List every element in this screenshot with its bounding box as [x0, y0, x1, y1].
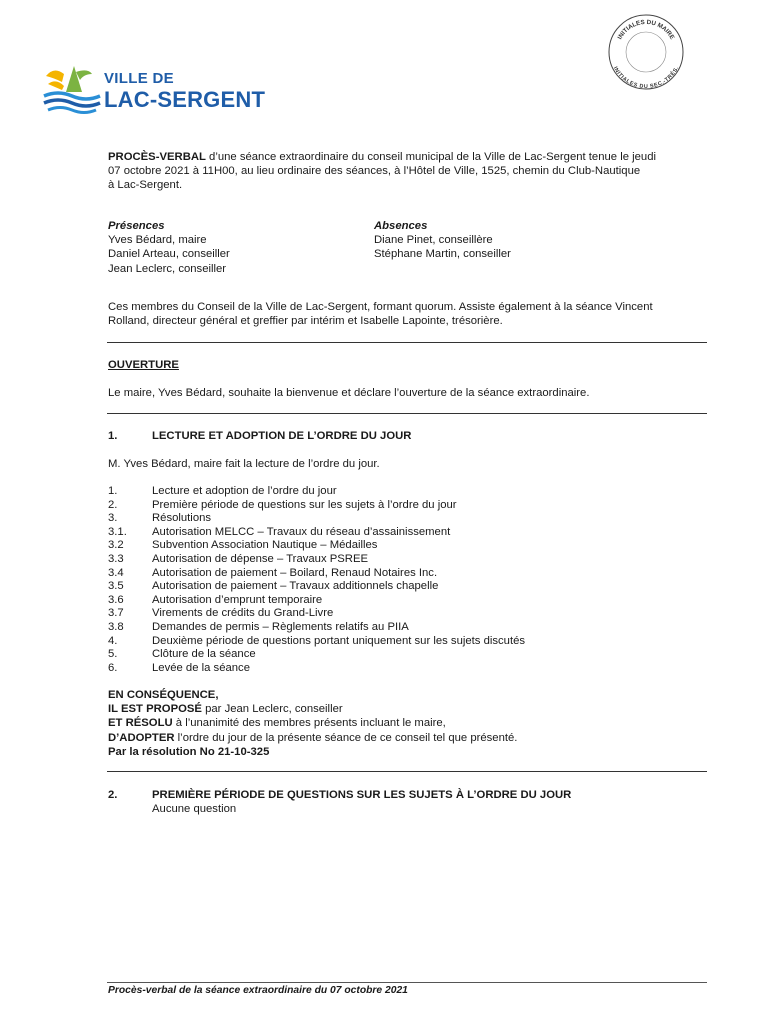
- agenda-item: [108, 512, 525, 526]
- agenda-item-label: Virements de crédits du Grand-Livre: [152, 607, 334, 620]
- presence-item: Jean Leclerc, conseiller: [108, 262, 227, 275]
- agenda-item: [108, 594, 525, 608]
- agenda-item-label: Autorisation de paiement – Travaux additionnels chapelle: [152, 580, 439, 593]
- city-logo: [40, 62, 280, 122]
- agenda-item-label: Subvention Association Nautique – Médailles: [152, 539, 378, 552]
- agenda-item: [108, 553, 525, 567]
- resolu-text: à l’unanimité des membres présents incluant le maire,: [172, 717, 446, 730]
- quorum-line1: Ces membres du Conseil de la Ville de Lac-Sergent, formant quorum. Assiste également à la séance Vincent: [108, 301, 653, 313]
- ouverture-text: Le maire, Yves Bédard, souhaite la bienvenue et déclare l’ouverture de la séance extraordinaire.: [108, 387, 590, 399]
- quorum-paragraph: [108, 300, 708, 328]
- presence-item: Yves Bédard, maire: [108, 234, 207, 247]
- agenda-item-label: Première période de questions sur les sujets à l’ordre du jour: [152, 498, 457, 511]
- absences-title: Absences: [374, 220, 428, 232]
- initials-stamp: [606, 12, 686, 92]
- section2-title: PREMIÈRE PÉRIODE DE QUESTIONS SUR LES SUJETS À L’ORDRE DU JOUR: [152, 789, 572, 801]
- propose-text: par Jean Leclerc, conseiller: [201, 703, 343, 716]
- agenda-item: [108, 648, 525, 662]
- quorum-line2: Rolland, directeur général et greffier par intérim et Isabelle Lapointe, trésorière.: [108, 315, 503, 328]
- agenda-item: [108, 662, 525, 676]
- agenda-list: [108, 485, 525, 675]
- presence-item: Daniel Arteau, conseiller: [108, 248, 230, 261]
- propose-label: IL EST PROPOSÉ: [108, 703, 202, 716]
- intro-paragraph: [108, 150, 708, 193]
- intro-title: PROCÈS-VERBAL: [108, 151, 206, 163]
- agenda-item-label: Lecture et adoption de l’ordre du jour: [152, 485, 337, 497]
- agenda-item: [108, 499, 525, 513]
- absences-block: [374, 219, 511, 262]
- agenda-item: [108, 635, 525, 649]
- agenda-item-number: 3.2: [108, 539, 124, 552]
- agenda-item-number: 1.: [108, 485, 118, 497]
- intro-line3: à Lac-Sergent.: [108, 179, 183, 192]
- agenda-item-number: 6.: [108, 661, 118, 674]
- agenda-item: [108, 526, 525, 540]
- section2-heading: [108, 788, 571, 802]
- agenda-item-number: 2.: [108, 498, 118, 511]
- agenda-item-label: Levée de la séance: [152, 661, 250, 674]
- agenda-item-number: 3.8: [108, 620, 124, 633]
- presences-block: [108, 219, 230, 276]
- agenda-item-number: 3.7: [108, 607, 124, 620]
- agenda-item-label: Autorisation MELCC – Travaux du réseau d’assainissement: [152, 525, 451, 538]
- presences-title: Présences: [108, 220, 165, 232]
- agenda-item-number: 3.: [108, 512, 118, 525]
- resolution-block: [108, 688, 708, 759]
- agenda-item-label: Autorisation d’emprunt temporaire: [152, 593, 323, 606]
- stamp-bottom-text: INITIALES DU SEC.-TRÉS.: [611, 65, 681, 91]
- page-footer: Procès-verbal de la séance extraordinaire du 07 octobre 2021: [108, 985, 408, 996]
- section2-text: Aucune question: [152, 803, 237, 815]
- agenda-item-number: 5.: [108, 648, 118, 661]
- section1-title: LECTURE ET ADOPTION DE L’ORDRE DU JOUR: [152, 430, 412, 442]
- svg-text:INITIALES DU MAIRE: [616, 19, 675, 41]
- agenda-item-label: Deuxième période de questions portant uniquement sur les sujets discutés: [152, 634, 526, 647]
- section1-number: 1.: [108, 430, 118, 442]
- adopter-text: l’ordre du jour de la présente séance de ce conseil tel que présenté.: [174, 731, 518, 744]
- agenda-item-number: 3.1.: [108, 525, 127, 538]
- agenda-item: [108, 580, 525, 594]
- lake-sail-logo-icon: [40, 62, 102, 118]
- section1-text: M. Yves Bédard, maire fait la lecture de l’ordre du jour.: [108, 458, 380, 470]
- ouverture-title: OUVERTURE: [108, 359, 179, 371]
- agenda-item-number: 3.3: [108, 552, 124, 565]
- agenda-item-number: 3.6: [108, 593, 124, 606]
- svg-text:INITIALES DU SEC.-TRÉS.: [612, 65, 681, 90]
- agenda-item: [108, 621, 525, 635]
- agenda-item-number: 3.4: [108, 566, 124, 579]
- stamp-top-text: INITIALES DU MAIRE: [616, 18, 676, 41]
- agenda-item: [108, 567, 525, 581]
- section-divider: [107, 413, 707, 414]
- agenda-item-label: Clôture de la séance: [152, 648, 256, 661]
- agenda-item-label: Autorisation de dépense – Travaux PSREE: [152, 552, 369, 565]
- agenda-item-number: 4.: [108, 634, 118, 647]
- logo-line2: LAC-SERGENT: [104, 87, 266, 112]
- agenda-item: [108, 607, 525, 621]
- consequence-text: EN CONSÉQUENCE,: [108, 689, 219, 701]
- resolu-label: ET RÉSOLU: [108, 717, 173, 730]
- section-divider: [107, 771, 707, 772]
- section-divider: [107, 342, 707, 343]
- agenda-item: [108, 485, 525, 499]
- section2-number: 2.: [108, 789, 118, 801]
- intro-line2: 07 octobre 2021 à 11H00, au lieu ordinaire des séances, à l’Hôtel de Ville, 1525, chemin du Club-Nautique: [108, 165, 641, 178]
- agenda-item: [108, 539, 525, 553]
- absence-item: Diane Pinet, conseillère: [374, 234, 493, 247]
- agenda-item-label: Résolutions: [152, 512, 212, 525]
- agenda-item-label: Autorisation de paiement – Boilard, Renaud Notaires Inc.: [152, 566, 438, 579]
- logo-line1: VILLE DE: [104, 70, 174, 87]
- intro-line1: d’une séance extraordinaire du conseil municipal de la Ville de Lac-Sergent tenue le jeudi: [205, 151, 656, 163]
- agenda-item-label: Demandes de permis – Règlements relatifs au PIIA: [152, 620, 409, 633]
- section1-heading: [108, 429, 411, 443]
- adopter-label: D’ADOPTER: [108, 731, 175, 744]
- agenda-item-number: 3.5: [108, 580, 124, 593]
- resolution-number: Par la résolution No 21-10-325: [108, 745, 270, 758]
- absence-item: Stéphane Martin, conseiller: [374, 248, 511, 261]
- footer-divider: [107, 982, 707, 983]
